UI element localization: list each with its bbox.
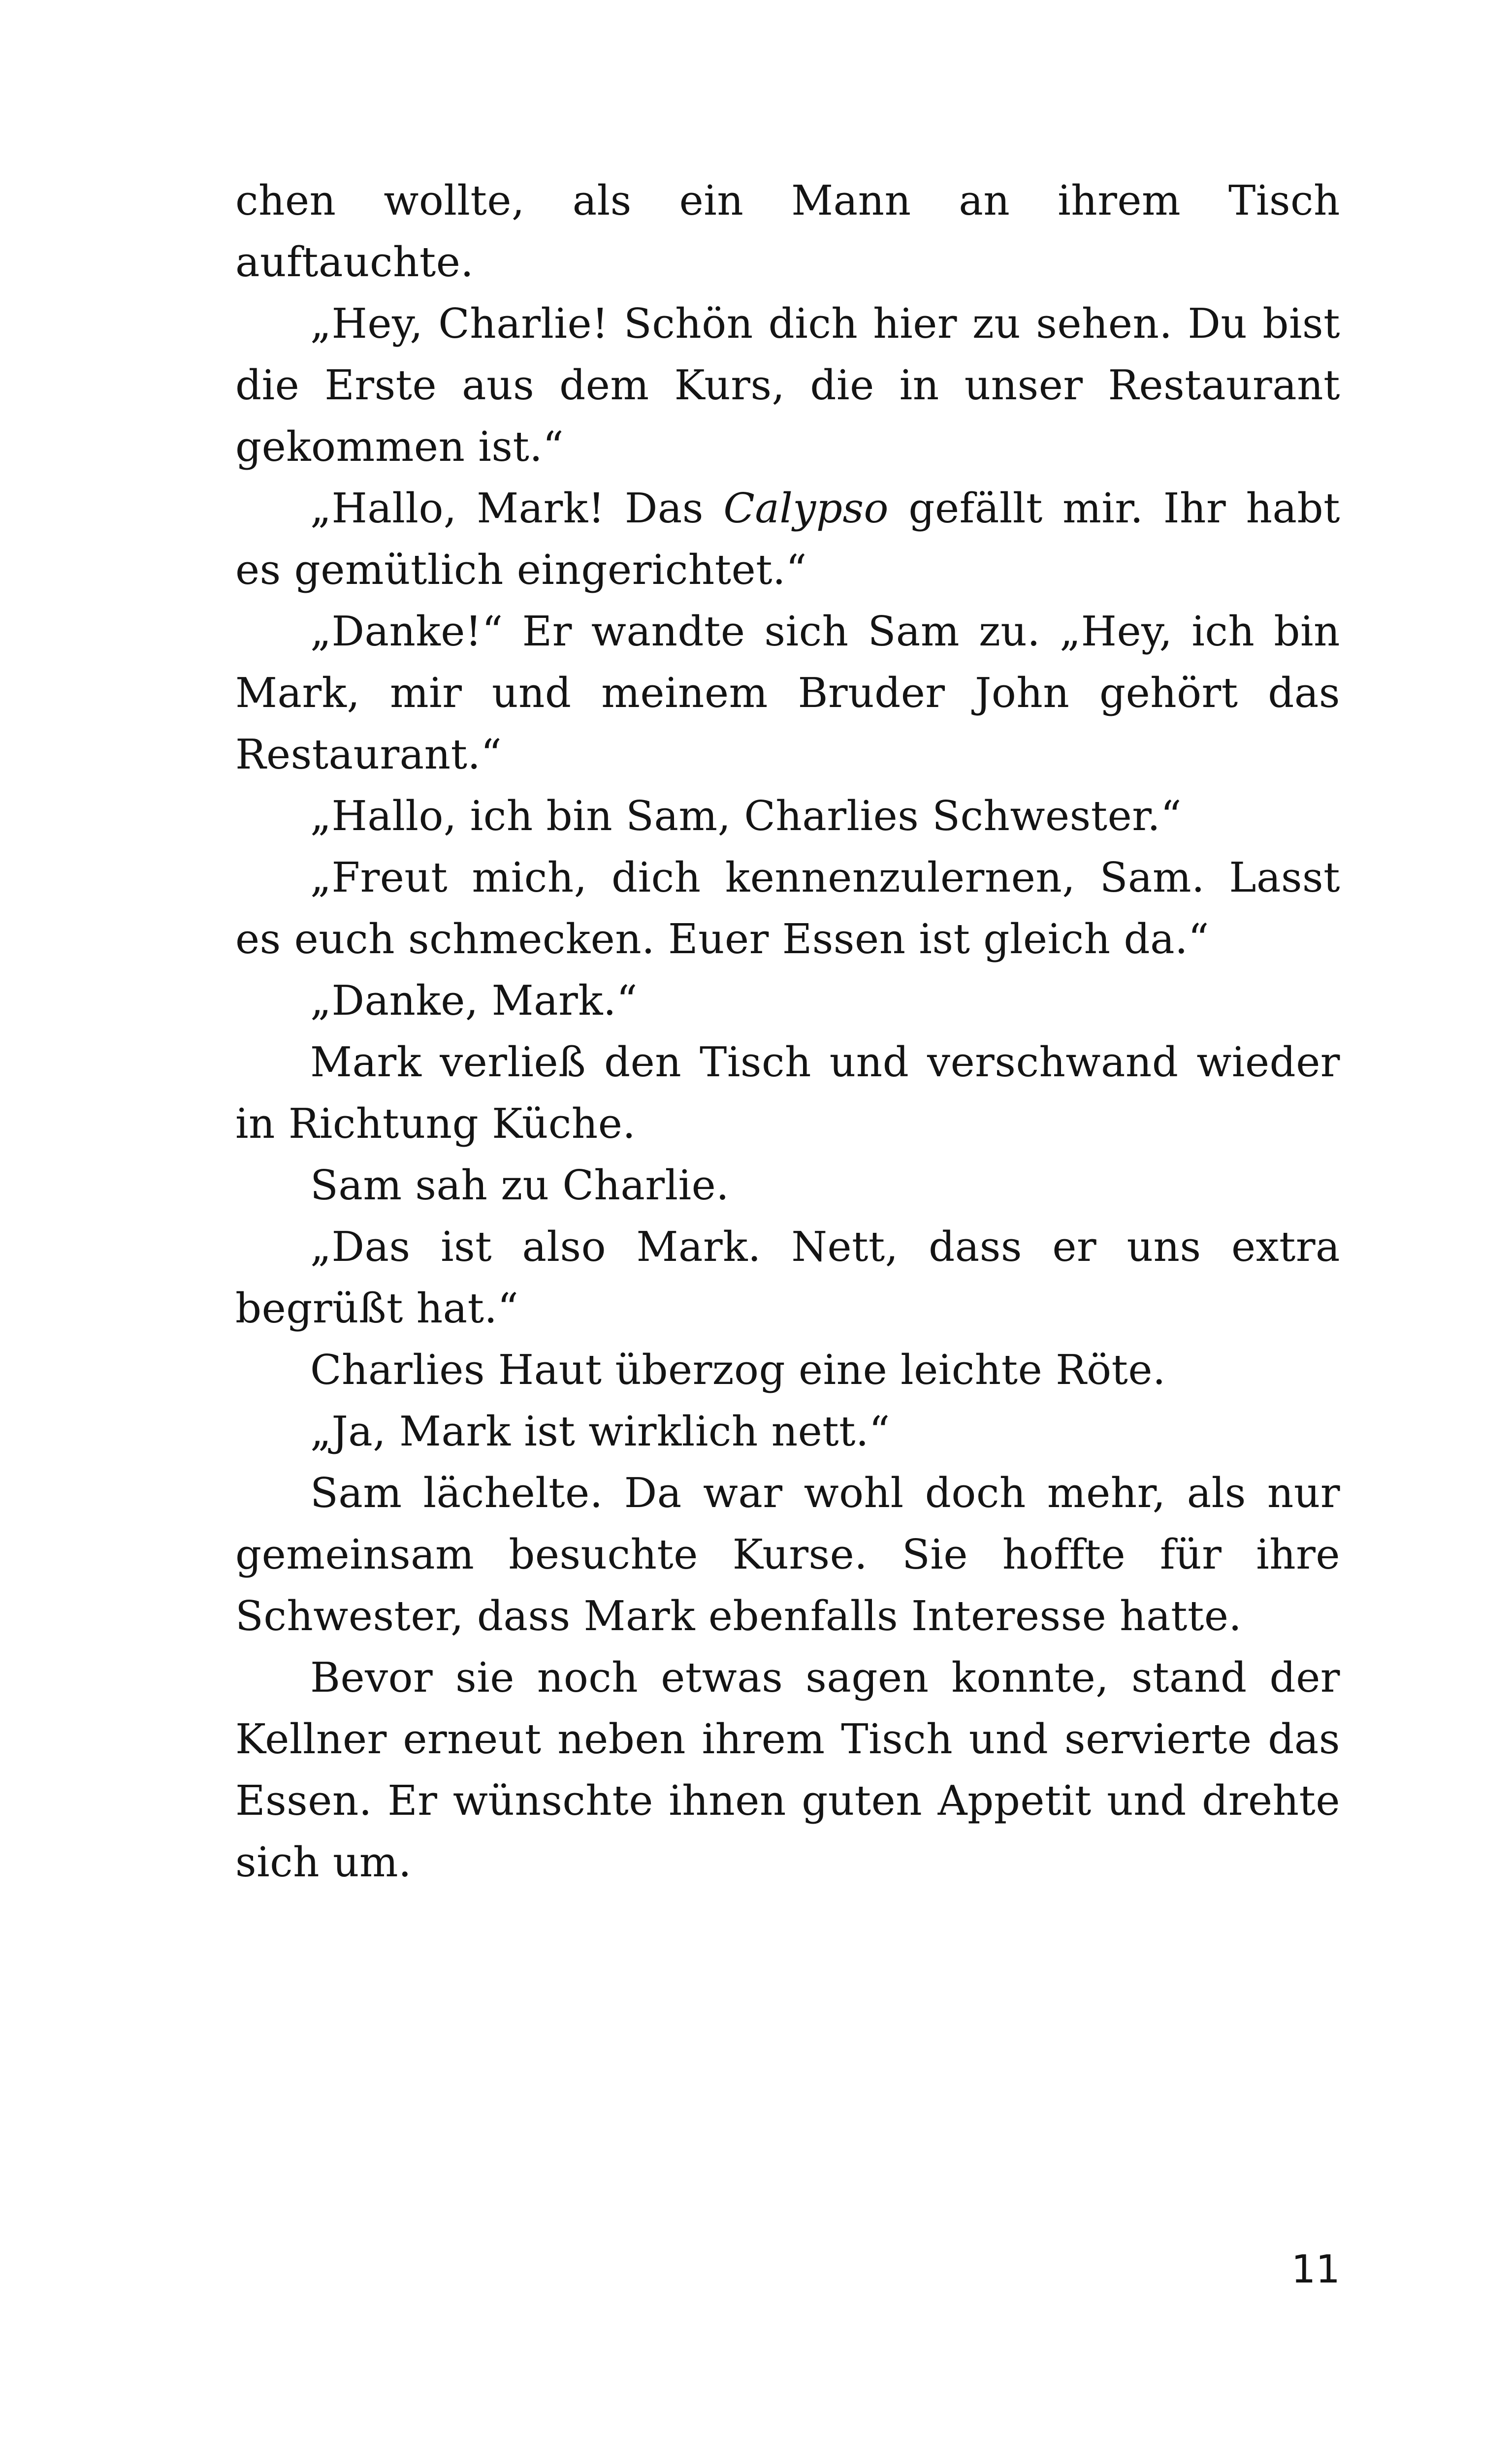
paragraph-dialogue-mark-welcome: „Freut mich, dich kennenzulernen, Sam. Lasst es euch schmecken. Euer Essen ist gleich da.“: [235, 854, 1340, 963]
paragraph-dialogue-thanks: „Danke, Mark.“: [310, 977, 638, 1025]
restaurant-name-italic: Calypso: [723, 484, 889, 532]
book-page-text: [235, 170, 1340, 1893]
paragraph-narration-sam-smiles: Sam lächelte. Da war wohl doch mehr, als nur gemeinsam besuchte Kurse. Sie hoffte für ihre Schwester, dass Mark ebenfalls Interesse hatte.: [235, 1469, 1340, 1640]
paragraph-dialogue-charlie-nett: „Ja, Mark ist wirklich nett.“: [310, 1408, 890, 1455]
paragraph-narration-blush: Charlies Haut überzog eine leichte Röte.: [310, 1346, 1166, 1394]
paragraph-narration-mark-leaves: Mark verließ den Tisch und verschwand wieder in Richtung Küche.: [235, 1038, 1340, 1148]
paragraph-text-before: „Hallo, Mark! Das: [310, 484, 724, 532]
paragraph-dialogue-mark-intro: „Danke!“ Er wandte sich Sam zu. „Hey, ich bin Mark, mir und meinem Bruder John gehört das Restaurant.“: [235, 608, 1340, 778]
paragraph-narration-waiter: Bevor sie noch etwas sagen konnte, stand der Kellner erneut neben ihrem Tisch und servierte das Essen. Er wünschte ihnen guten Appetit und drehte sich um.: [235, 1654, 1340, 1886]
paragraph-text-after: gefällt mir. Ihr habt es gemütlich eingerichtet.“: [235, 484, 1340, 594]
paragraph-dialogue-mark-greeting: „Hey, Charlie! Schön dich hier zu sehen. Du bist die Erste aus dem Kurs, die in unser Restaurant gekommen ist.“: [235, 300, 1340, 471]
paragraph-dialogue-charlie-reply: [235, 478, 1340, 601]
paragraph-dialogue-sam-intro: „Hallo, ich bin Sam, Charlies Schwester.“: [310, 792, 1182, 840]
paragraph-continuation: chen wollte, als ein Mann an ihrem Tisch auftauchte.: [235, 177, 1340, 286]
paragraph-narration-sam-looks: Sam sah zu Charlie.: [310, 1161, 730, 1209]
page-number: 11: [1291, 2248, 1340, 2292]
paragraph-dialogue-sam-remark: „Das ist also Mark. Nett, dass er uns extra begrüßt hat.“: [235, 1223, 1340, 1332]
